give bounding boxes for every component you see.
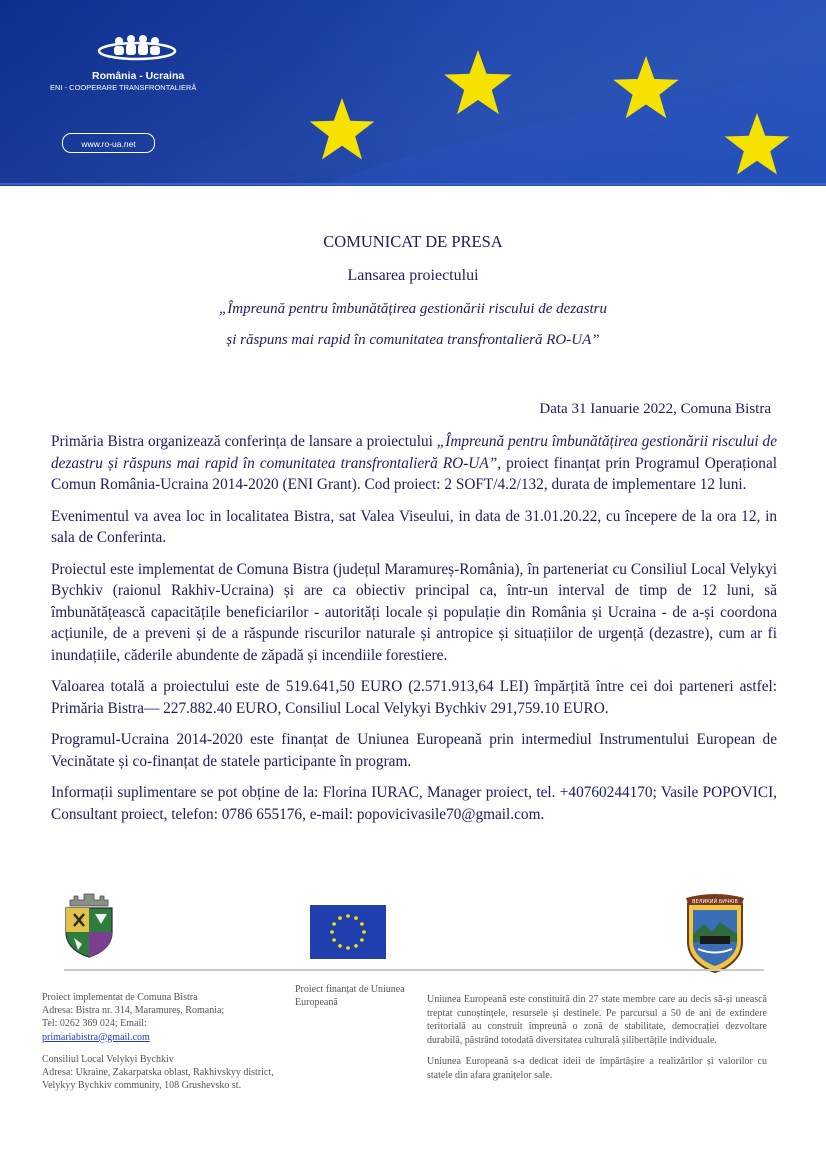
eu-description-paragraph-1: Uniunea Europeană este constituită din 27 state membre care au decis să-și unească treptat cunoștințele, resursele și destinele. Pe parcursul a 50 de ani de extindere teritorială au construit împreună o zonă de stabilitate, democrației dezvoltare durabilă, păstrând totodată diversitatea culturală șilibertățile individuale. [427,994,767,1046]
press-release-body [51,431,777,835]
paragraph-event: Evenimentul va avea loc in localitatea Bistra, sat Valea Viseului, in data de 31.01.20.22, cu începere de la ora 12, in sala de Conferinta. [51,507,777,546]
paragraph-budget: Valoarea totală a proiectului este de 519.641,50 EURO (2.571.913,64 LEI) împărțită între cei doi parteneri astfel: Primăria Bistra— 227.882.40 EURO, Consiliul Local Velykyi Bychkiv 291,759.10 EURO. [51,678,777,717]
partner-bistra-email-link[interactable]: primariabistra@gmail.com [42,1031,150,1043]
paragraph-intro-end: proiect finanțat prin Programul Operațional Comun România-Ucraina 2014-2020 (ENI Grant). Cod proiect: 2 SOFT/4.2/132, durata de implementare 12 luni. [51,454,777,493]
partner-velykyi-bychkiv-address: Adresa: Ukraine, Zakarpatska oblast, Rakhivskyy district, Velykyy Bychkiv community, 108 Grushevsko st. [42,1067,274,1092]
website-link[interactable]: www.ro-ua.net [62,133,155,153]
paragraph-contact: Informații suplimentare se pot obține de la: Florina IURAC, Manager proiect, tel. +40760244170; Vasile POPOVICI, Consultant proiect, telefon: 0786 655176, e-mail: popovicivasile70@gmail.com. [51,784,777,823]
logo-title: România - Ucraina [92,70,185,82]
partner-velykyi-bychkiv-name: Consiliul Local Velykyi Bychkiv [42,1053,174,1065]
project-name-line2: și răspuns mai rapid în comunitatea transfrontalieră RO-UA” [226,332,600,348]
partner-bistra-name: Proiect implementat de Comuna Bistra [42,992,198,1003]
partner-velykyi-bychkiv [42,1053,287,1093]
document-title: COMUNICAT DE PRESA [323,232,503,251]
partner-bistra-address: Adresa: Bistra nr. 314, Maramureș, Romania; [42,1005,225,1017]
paragraph-intro [51,431,777,496]
velykyi-bychkiv-emblem-icon [684,894,746,974]
partner-bistra-contact: Tel: 0262 369 024; Email: [42,1018,147,1030]
bistra-coat-of-arms-icon [60,892,118,958]
footer-partners [42,991,287,1101]
header-banner [0,0,826,196]
paragraph-objective: Proiectul este implementat de Comuna Bistra (județul Maramureș-România), în parteneriat cu Consiliul Local Velykyi Bychkiv (raionul Rakhiv-Ucraina) și are ca obiectiv principal ca, într-un interval de timp de 12 luni, să îmbunătățească capacitățile beneficiarilor - autorități locale și populație din România și Ucraina - de a-și coordona acțiunile, de a preveni și de a răspunde riscurilor naturale și antropice și situațiilor de urgență (dezastre), cum ar fi inundațiile, căderile abundente de zăpadă și incendiile forestiere. [51,560,777,664]
project-name-line1: „Împreună pentru îmbunătățirea gestionării riscului de dezastru [218,301,608,317]
paragraph-intro-project-title: „Împreună pentru îmbunătățirea gestionării riscului de dezastru și răspuns mai rapid în comunitatea transfrontalieră RO-UA”, [51,433,777,472]
program-logo-icon [97,32,177,62]
eu-flag-icon [310,905,386,959]
paragraph-funding: Programul-Ucraina 2014-2020 este finanțat de Uniunea Europeană prin intermediul Instrumentului European de Vecinătate și co-finanțat de statele participante în program. [51,731,777,770]
dateline: Data 31 Ianuarie 2022, Comuna Bistra [539,401,771,417]
eu-description-paragraph-2: Uniunea Europeană s-a dedicat ideii de împărtășire a realizărilor și valorilor cu statele din afara granițelor sale. [427,1056,767,1081]
document-subtitle: Lansarea proiectului [347,267,479,284]
emblem-banner-text: ВЕЛИКИЙ БИЧКІВ [692,899,738,905]
eu-description [427,993,767,1090]
funding-note: Proiect finanțat de Uniunea Europeană [295,984,405,1009]
paragraph-intro-start: Primăria Bistra organizează conferința de lansare a proiectului [51,433,437,450]
logo-subtitle: ENI - COOPERARE TRANSFRONTALIERĂ [50,83,197,92]
eu-stars-graphic [0,0,826,196]
partner-bistra [42,991,287,1044]
footer-divider [64,969,764,971]
program-logo[interactable] [50,32,242,92]
